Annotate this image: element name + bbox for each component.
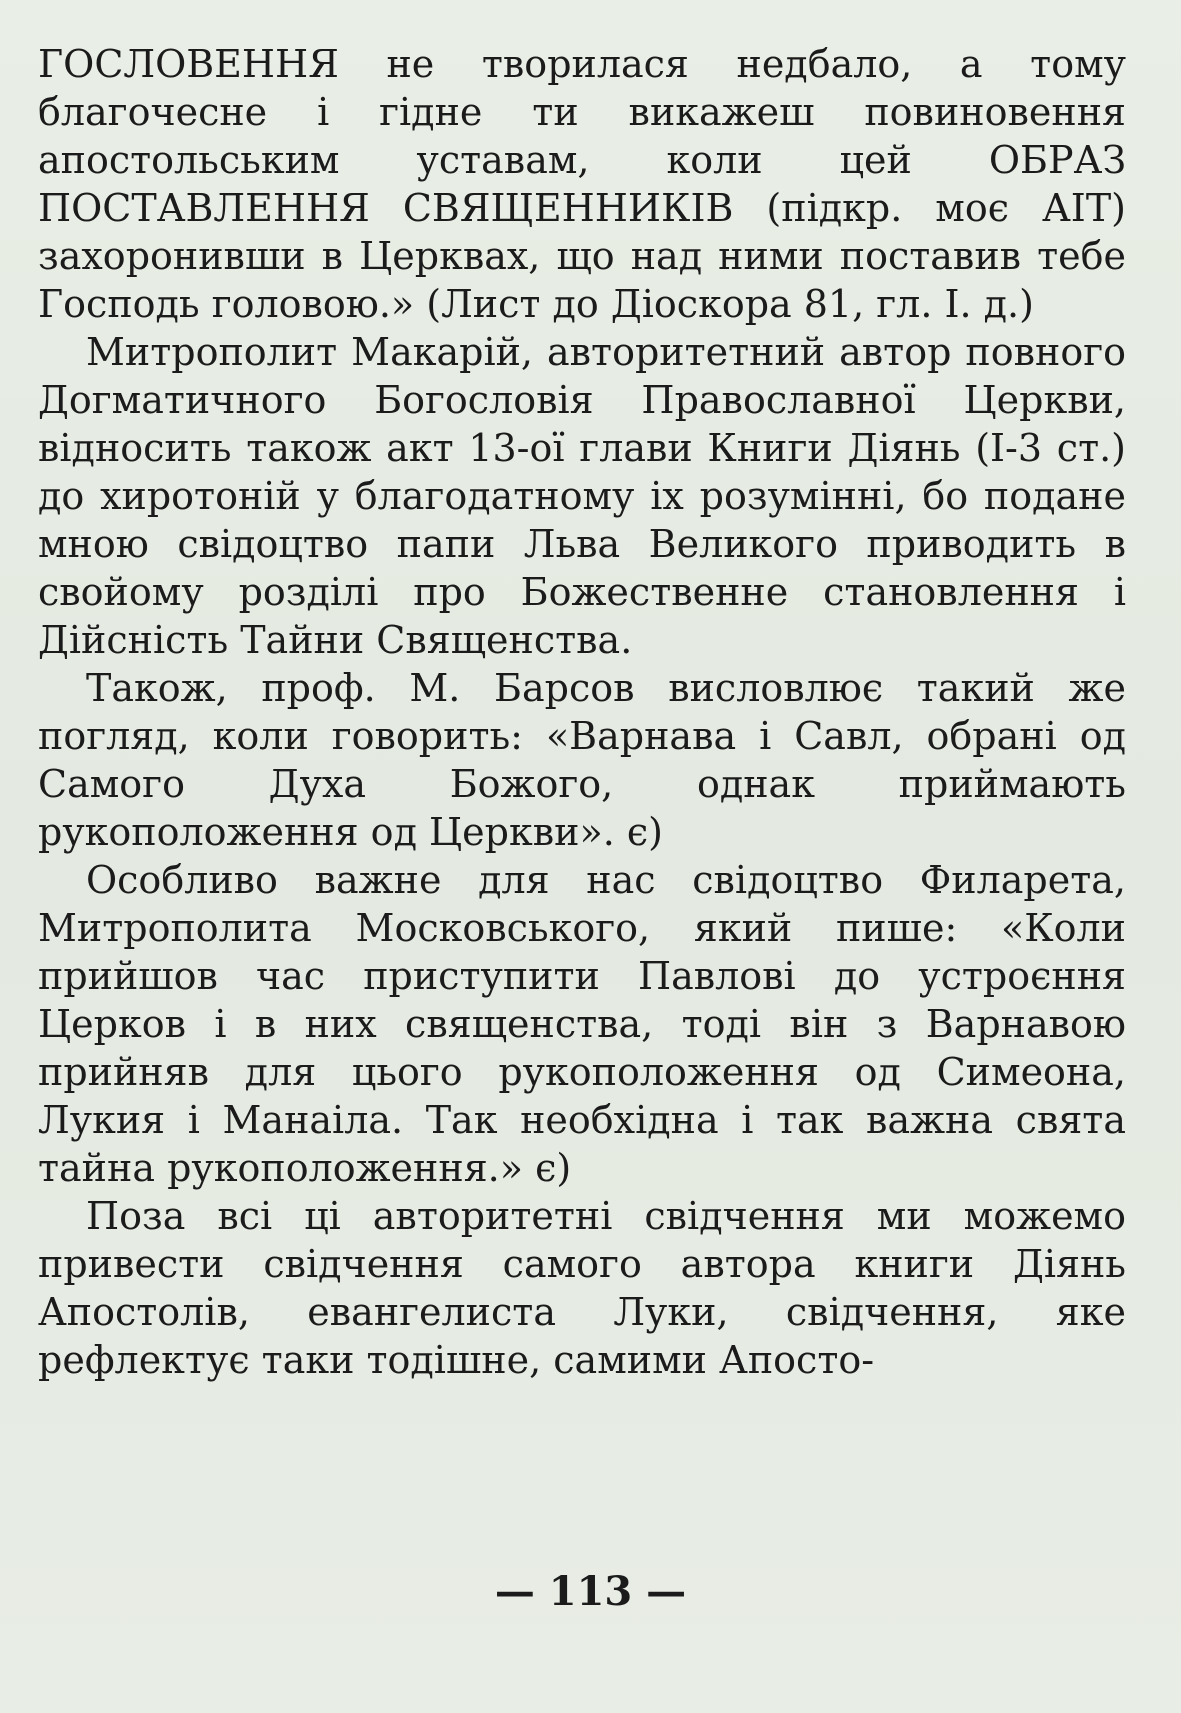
paragraph-4: Особливо важне для нас свідоцтво Филарета, Митрополита Московського, який пише: «Коли прийшов час приступити Павлові до устроєння Церков і в них священства, тоді він з Варнавою прийняв для цього рукоположення од Симеона, Лукия і Манаіла. Так необхідна і так важна свята тайна рукоположення.» є) [38,858,1126,1190]
paragraph-3: Також, проф. М. Барсов висловлює такий же погляд, коли говорить: «Варнава і Савл, обрані од Самого Духа Божого, однак приймають рукоположення од Церкви». є) [38,666,1126,854]
paragraph-1: ГОСЛОВЕННЯ не творилася недбало, а тому благочесне і гідне ти викажеш повиновення апостольським уставам, коли цей ОБРАЗ ПОСТАВЛЕННЯ СВЯЩЕННИКІВ (підкр. моє АІТ) захоронивши в Церквах, що над ними поставив тебе Господь головою.» (Лист до Діоскора 81, гл. І. д.) [38,42,1126,326]
page-number: — 113 — [494,1568,687,1615]
paragraph-5: Поза всі ці авторитетні свідчення ми можемо привести свідчення самого автора книги Діянь Апостолів, евангелиста Луки, свідчення, яке рефлектує таки тодішне, самими Апосто- [38,1194,1126,1382]
paragraph-2: Митрополит Макарій, авторитетний автор повного Догматичного Богословія Православної Церкви, відносить також акт 13-ої глави Книги Діянь (І-3 ст.) до хиротоній у благодатному іх розумінні, бо подане мною свідоцтво папи Льва Великого приводить в свойому розділі про Божественне становлення і Дійсність Тайни Священства. [38,330,1126,662]
page-body-text [38,40,1126,1384]
